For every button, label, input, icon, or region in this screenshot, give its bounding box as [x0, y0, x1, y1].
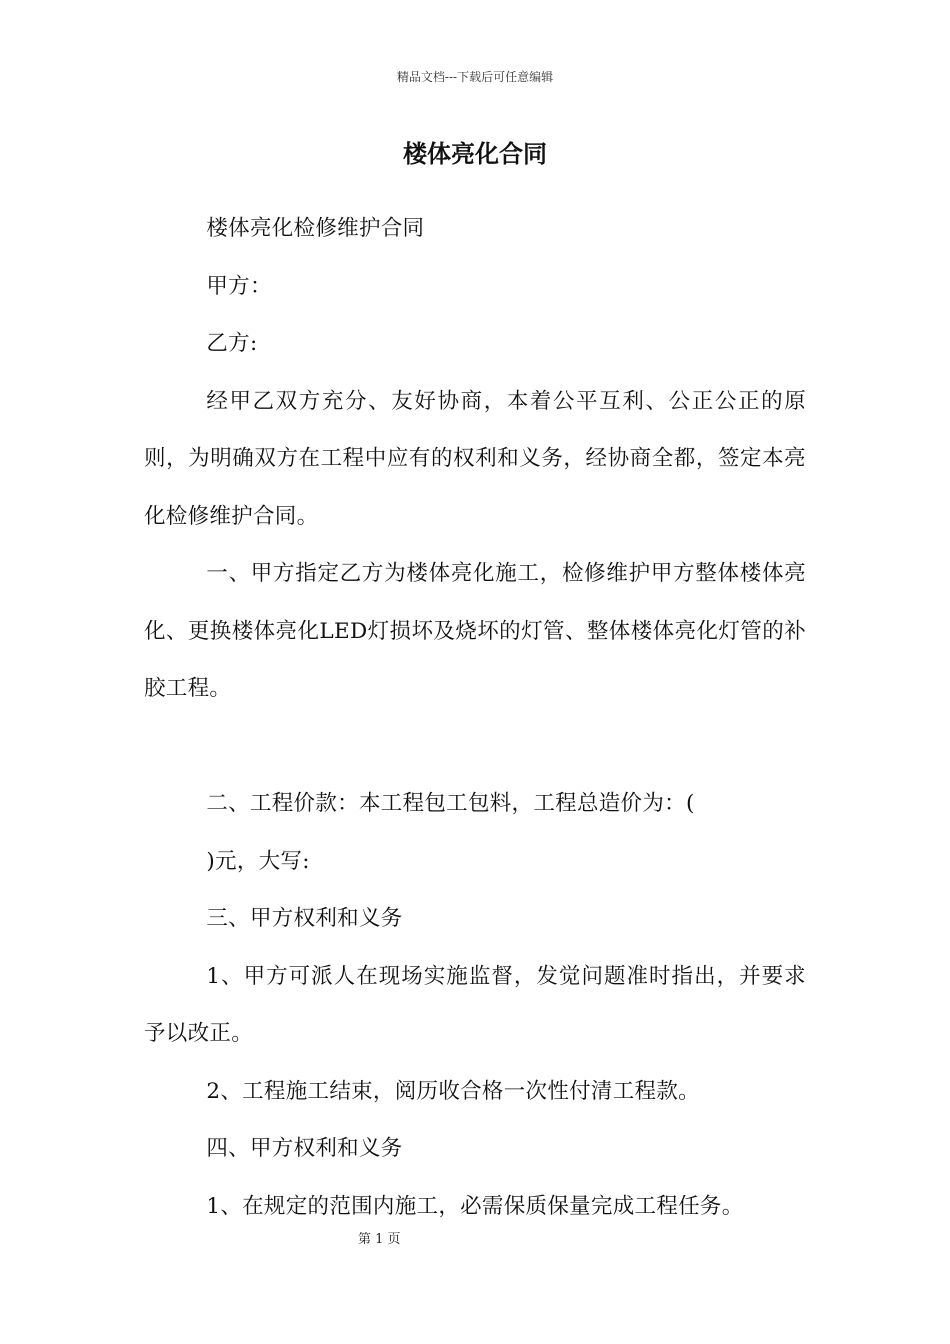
paragraph-clause-3-item-2: 2、工程施工结束，阅历收合格一次性付清工程款。 [206, 1078, 700, 1104]
paragraph-clause-3-item-1: 1、甲方可派人在现场实施监督，发觉问题准时指出，并要求予以改正。 [144, 963, 806, 1046]
paragraph-spacer [144, 718, 806, 776]
page-number: 第 1 页 [358, 1232, 401, 1247]
paragraph-clause-2: 二、工程价款：本工程包工包料，工程总造价为：( [206, 791, 695, 816]
document-title: 楼体亮化合同 [403, 139, 547, 168]
paragraph-clause-4-item-1: 1、在规定的范围内施工，必需保质保量完成工程任务。 [206, 1193, 744, 1219]
paragraph-party-b: 乙方: [206, 331, 258, 356]
document-body [144, 200, 806, 1235]
paragraph-price-amount: )元，大写: [206, 848, 310, 874]
paragraph-party-a: 甲方： [206, 273, 272, 299]
page-header-note: 精品文档---下载后可任意编辑 [396, 70, 554, 84]
paragraph-clause-3-heading: 三、甲方权利和义务 [206, 906, 403, 931]
paragraph-subtitle: 楼体亮化检修维护合同 [206, 216, 425, 241]
paragraph-clause-4-heading: 四、甲方权利和义务 [206, 1136, 403, 1161]
paragraph-preamble: 经甲乙双方充分、友好协商，本着公平互利、公正公正的原则，为明确双方在工程中应有的权利和义务，经协商全都，签定本亮化检修维护合同。 [144, 388, 806, 529]
paragraph-clause-1: 一、甲方指定乙方为楼体亮化施工，检修维护甲方整体楼体亮化、更换楼体亮化LED灯损坏及烧坏的灯管、整体楼体亮化灯管的补胶工程。 [144, 561, 806, 701]
